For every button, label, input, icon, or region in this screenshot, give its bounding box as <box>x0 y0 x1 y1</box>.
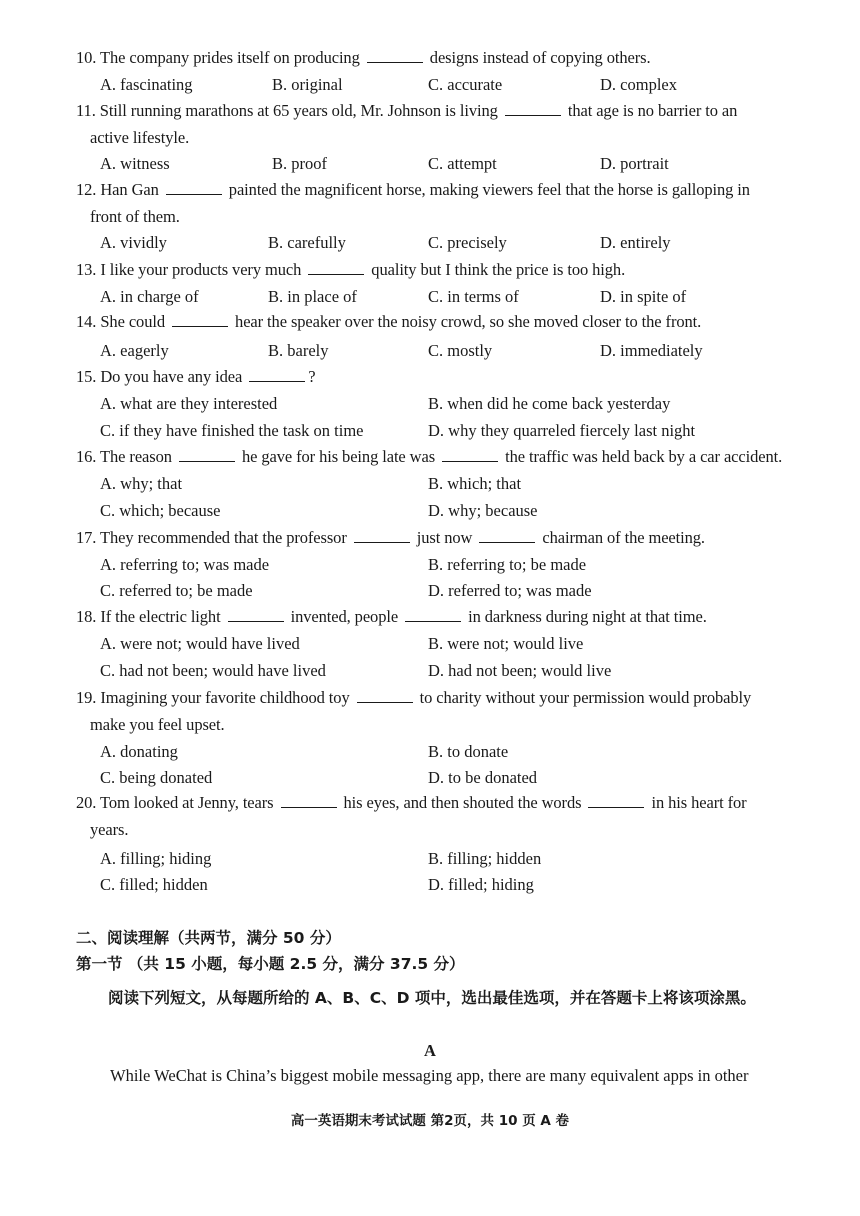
question-stem: 19. Imagining your favorite childhood toy to charity without your permission would probably <box>76 688 752 707</box>
answer-blank <box>308 260 364 275</box>
option-d: D. in spite of <box>600 287 687 306</box>
options-13 <box>98 283 798 310</box>
option-a: A. vividly <box>100 233 167 252</box>
options-16-row1 <box>98 470 798 497</box>
option-a: A. fascinating <box>100 75 193 94</box>
section-subtitle: 第一节 （共 15 小题，每小题 2.5 分，满分 37.5 分） <box>76 955 465 973</box>
question-16 <box>76 443 792 470</box>
option-d: D. why; because <box>428 501 538 520</box>
option-d: D. entirely <box>600 233 671 252</box>
option-d: D. why they quarreled fiercely last night <box>428 421 696 440</box>
options-17-row2 <box>98 577 798 604</box>
answer-blank <box>172 312 228 327</box>
question-12 <box>76 176 792 230</box>
question-stem: 13. I like your products very much quality but I think the price is too high. <box>76 260 626 279</box>
options-14 <box>98 337 798 364</box>
options-17-row1 <box>98 551 798 578</box>
option-b: B. filling; hidden <box>428 849 542 868</box>
option-c: C. filled; hidden <box>100 875 208 894</box>
page-footer: 高一英语期末考试试题 第2页，共 10 页 A 卷 <box>290 1113 570 1129</box>
section-instruction: 阅读下列短文，从每题所给的 A、B、C、D 项中，选出最佳选项，并在答题卡上将该项涂黑。 <box>108 989 756 1007</box>
answer-blank <box>479 528 535 543</box>
passage-first-line: While WeChat is China’s biggest mobile messaging app, there are many equivalent apps in other <box>110 1066 749 1085</box>
question-11 <box>76 97 792 151</box>
question-18 <box>76 603 792 630</box>
option-c: C. if they have finished the task on time <box>100 421 364 440</box>
question-stem: 12. Han Gan painted the magnificent horse, making viewers feel that the horse is galloping in <box>76 180 750 199</box>
option-a: A. were not; would have lived <box>100 634 300 653</box>
options-10 <box>98 71 798 98</box>
question-20 <box>76 789 792 843</box>
question-stem-continued: front of them. <box>90 207 180 226</box>
question-stem: 11. Still running marathons at 65 years old, Mr. Johnson is living that age is no barrier to an <box>76 101 738 120</box>
options-18-row2 <box>98 657 798 684</box>
option-a: A. referring to; was made <box>100 555 270 574</box>
options-20-row1 <box>98 845 798 872</box>
options-12 <box>98 229 798 256</box>
option-a: A. donating <box>100 742 178 761</box>
option-b: B. proof <box>272 154 327 173</box>
option-b: B. barely <box>268 341 329 360</box>
options-15-row2 <box>98 417 798 444</box>
option-d: D. to be donated <box>428 768 538 787</box>
question-17 <box>76 524 792 551</box>
option-b: B. when did he come back yesterday <box>428 394 671 413</box>
options-19-row1 <box>98 738 798 765</box>
options-19-row2 <box>98 764 798 791</box>
question-stem: 17. They recommended that the professor just now chairman of the meeting. <box>76 528 705 547</box>
answer-blank <box>249 367 305 382</box>
options-18-row1 <box>98 630 798 657</box>
question-stem: 15. Do you have any idea ? <box>76 367 316 386</box>
option-c: C. in terms of <box>428 287 519 306</box>
option-b: B. were not; would live <box>428 634 584 653</box>
option-a: A. why; that <box>100 474 183 493</box>
option-c: C. referred to; be made <box>100 581 253 600</box>
question-stem: 14. She could hear the speaker over the noisy crowd, so she moved closer to the front. <box>76 312 702 331</box>
answer-blank <box>588 793 644 808</box>
option-c: C. accurate <box>428 75 503 94</box>
option-a: A. what are they interested <box>100 394 278 413</box>
question-stem-continued: make you feel upset. <box>90 715 225 734</box>
option-c: C. mostly <box>428 341 493 360</box>
option-a: A. in charge of <box>100 287 199 306</box>
answer-blank <box>354 528 410 543</box>
option-a: A. witness <box>100 154 170 173</box>
question-10 <box>76 44 792 71</box>
option-b: B. which; that <box>428 474 522 493</box>
answer-blank <box>228 607 284 622</box>
options-16-row2 <box>98 497 798 524</box>
question-stem: 10. The company prides itself on producing designs instead of copying others. <box>76 48 651 67</box>
question-stem: 16. The reason he gave for his being late was the traffic was held back by a car accident. <box>76 447 783 466</box>
option-d: D. portrait <box>600 154 669 173</box>
passage-title: A <box>424 1041 436 1060</box>
option-a: A. filling; hiding <box>100 849 212 868</box>
question-13 <box>76 256 792 283</box>
answer-blank <box>405 607 461 622</box>
question-15 <box>76 363 792 390</box>
answer-blank <box>505 101 561 116</box>
question-19 <box>76 684 792 738</box>
option-d: D. complex <box>600 75 677 94</box>
question-stem-continued: active lifestyle. <box>90 128 190 147</box>
section-title: 二、阅读理解（共两节，满分 50 分） <box>76 929 341 947</box>
option-b: B. carefully <box>268 233 346 252</box>
option-a: A. eagerly <box>100 341 169 360</box>
option-b: B. original <box>272 75 343 94</box>
question-14 <box>76 308 792 335</box>
answer-blank <box>281 793 337 808</box>
option-d: D. filled; hiding <box>428 875 534 894</box>
options-20-row2 <box>98 871 798 898</box>
option-d: D. immediately <box>600 341 703 360</box>
option-c: C. which; because <box>100 501 221 520</box>
option-b: B. referring to; be made <box>428 555 587 574</box>
question-stem: 20. Tom looked at Jenny, tears his eyes, and then shouted the words in his heart for <box>76 793 747 812</box>
question-stem-continued: years. <box>90 820 129 839</box>
option-c: C. had not been; would have lived <box>100 661 326 680</box>
option-b: B. to donate <box>428 742 509 761</box>
options-15-row1 <box>98 390 798 417</box>
option-b: B. in place of <box>268 287 357 306</box>
answer-blank <box>166 180 222 195</box>
option-c: C. precisely <box>428 233 507 252</box>
option-d: D. referred to; was made <box>428 581 592 600</box>
options-11 <box>98 150 798 177</box>
answer-blank <box>357 688 413 703</box>
answer-blank <box>442 447 498 462</box>
answer-blank <box>367 48 423 63</box>
question-stem: 18. If the electric light invented, people in darkness during night at that time. <box>76 607 707 626</box>
answer-blank <box>179 447 235 462</box>
option-c: C. being donated <box>100 768 213 787</box>
option-d: D. had not been; would live <box>428 661 612 680</box>
option-c: C. attempt <box>428 154 497 173</box>
